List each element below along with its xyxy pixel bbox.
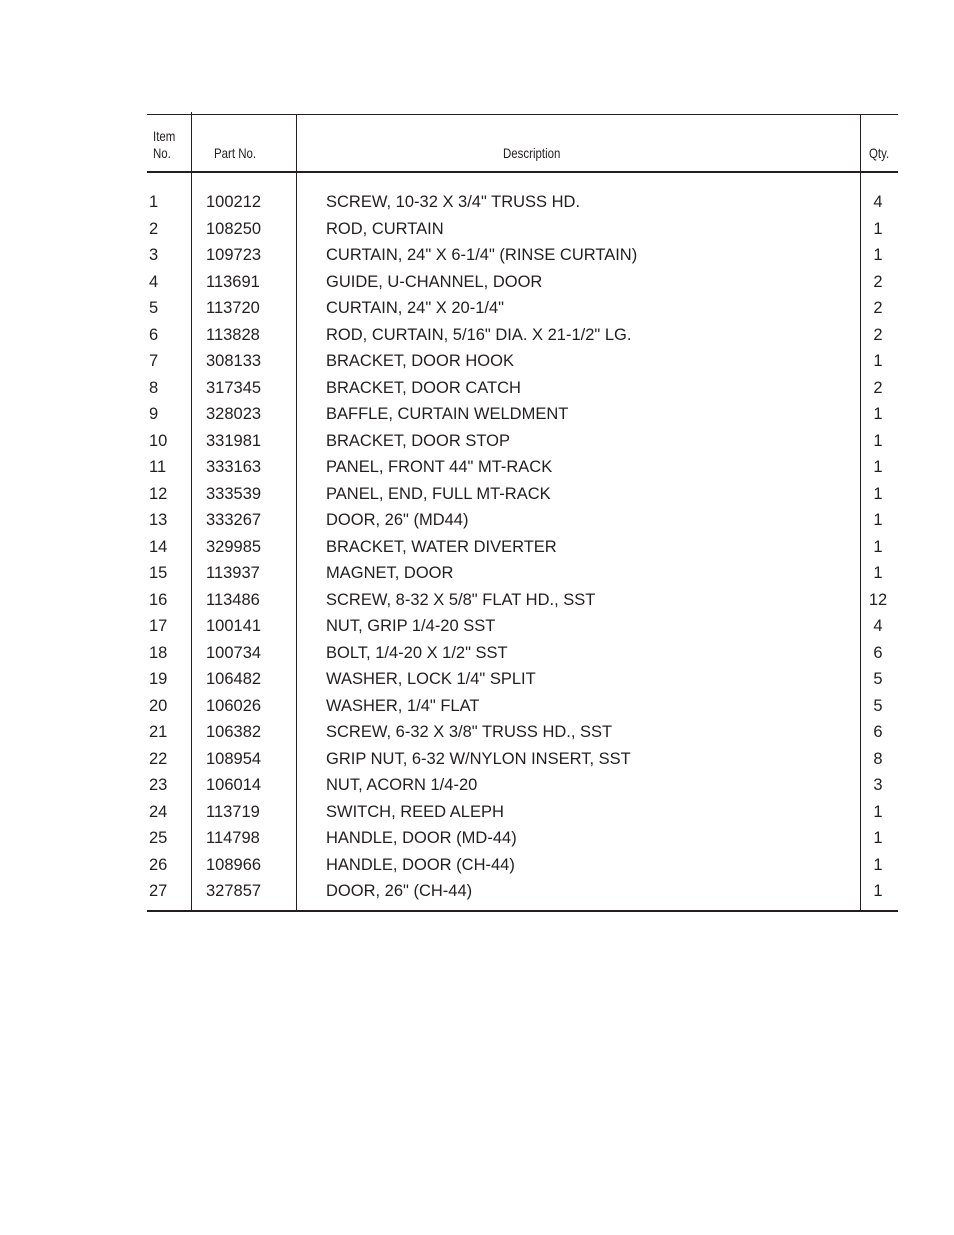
table-row: [147, 666, 898, 693]
qty-cell: 2: [873, 325, 883, 344]
qty-cell: 1: [873, 246, 883, 264]
item-no-cell: 23: [149, 776, 168, 794]
description-cell: SCREW, 10-32 X 3/4" TRUSS HD.: [326, 193, 581, 211]
item-no-cell: 11: [149, 458, 167, 476]
table-row: [147, 772, 898, 799]
item-no-cell: 6: [149, 325, 159, 344]
item-no-cell: 17: [149, 617, 168, 635]
part-no-cell: 113719: [206, 802, 260, 821]
description-cell: GUIDE, U-CHANNEL, DOOR: [326, 272, 543, 291]
table-row: [147, 507, 898, 534]
description-cell: WASHER, 1/4" FLAT: [326, 696, 480, 715]
description-cell: NUT, ACORN 1/4-20: [326, 776, 478, 794]
part-no-cell: 113720: [206, 299, 260, 317]
part-no-cell: 108250: [206, 219, 262, 238]
item-no-cell: 7: [149, 352, 159, 370]
item-no-cell: 1: [149, 193, 159, 211]
part-no-cell: 106482: [206, 670, 262, 688]
description-cell: MAGNET, DOOR: [326, 564, 454, 582]
header-item-line2: No.: [153, 145, 171, 161]
qty-cell: 12: [868, 590, 888, 609]
item-no-cell: 18: [149, 643, 168, 662]
part-no-cell: 333267: [206, 511, 262, 529]
item-no-cell: 13: [149, 511, 168, 529]
item-no-cell: 14: [149, 537, 168, 556]
description-cell: BOLT, 1/4-20 X 1/2" SST: [326, 643, 508, 662]
part-no-cell: 113828: [206, 325, 260, 344]
header-part-no: Part No.: [214, 145, 257, 161]
part-no-cell: 106026: [206, 696, 262, 715]
qty-cell: 5: [873, 696, 883, 715]
table-body: [147, 189, 898, 905]
part-no-cell: 113937: [206, 564, 260, 582]
description-cell: PANEL, FRONT 44" MT-RACK: [326, 458, 553, 476]
table-row: [147, 242, 898, 269]
qty-cell: 6: [873, 723, 883, 741]
part-no-cell: 114798: [206, 829, 260, 847]
description-cell: SCREW, 8-32 X 5/8" FLAT HD., SST: [326, 590, 596, 609]
item-no-cell: 26: [149, 855, 168, 874]
qty-cell: 1: [873, 564, 883, 582]
description-cell: BRACKET, WATER DIVERTER: [326, 537, 557, 556]
item-no-cell: 24: [149, 802, 168, 821]
qty-cell: 6: [873, 643, 883, 662]
description-cell: CURTAIN, 24" X 6-1/4" (RINSE CURTAIN): [326, 246, 638, 264]
qty-cell: 4: [873, 193, 883, 211]
description-cell: ROD, CURTAIN: [326, 219, 444, 238]
description-cell: DOOR, 26" (MD44): [326, 511, 469, 529]
table-row: [147, 401, 898, 428]
qty-cell: 1: [873, 537, 883, 556]
qty-cell: 1: [873, 829, 883, 847]
header-item-line1: Item: [153, 128, 176, 144]
description-cell: NUT, GRIP 1/4-20 SST: [326, 617, 496, 635]
description-cell: BRACKET, DOOR HOOK: [326, 352, 514, 370]
description-cell: BAFFLE, CURTAIN WELDMENT: [326, 405, 569, 423]
qty-cell: 1: [873, 431, 883, 450]
part-no-cell: 100734: [206, 643, 262, 662]
header-item-no: [153, 128, 175, 162]
qty-cell: 1: [873, 405, 883, 423]
qty-cell: 1: [873, 855, 883, 874]
description-cell: HANDLE, DOOR (MD-44): [326, 829, 517, 847]
part-no-cell: 113691: [206, 272, 260, 291]
qty-cell: 1: [873, 352, 883, 370]
part-no-cell: 317345: [206, 378, 262, 397]
qty-cell: 1: [873, 802, 883, 821]
part-no-cell: 109723: [206, 246, 262, 264]
table-row: [147, 322, 898, 349]
qty-cell: 1: [873, 219, 883, 238]
item-no-cell: 25: [149, 829, 168, 847]
table-row: [147, 587, 898, 614]
part-no-cell: 328023: [206, 405, 262, 423]
item-no-cell: 27: [149, 882, 168, 900]
part-no-cell: 333163: [206, 458, 262, 476]
table-row: [147, 560, 898, 587]
part-no-cell: 329985: [206, 537, 262, 556]
table-row: [147, 269, 898, 296]
table-row: [147, 295, 898, 322]
item-no-cell: 4: [149, 272, 159, 291]
description-cell: BRACKET, DOOR STOP: [326, 431, 510, 450]
header-description: Description: [503, 145, 561, 161]
description-cell: PANEL, END, FULL MT-RACK: [326, 484, 551, 503]
qty-cell: 2: [873, 378, 883, 397]
table-row: [147, 852, 898, 879]
item-no-cell: 21: [149, 723, 168, 741]
qty-cell: 2: [873, 272, 883, 291]
part-no-cell: 108954: [206, 749, 262, 768]
table-row: [147, 216, 898, 243]
item-no-cell: 20: [149, 696, 168, 715]
parts-table: [147, 114, 898, 912]
item-no-cell: 10: [149, 431, 168, 450]
item-no-cell: 8: [149, 378, 159, 397]
qty-cell: 5: [873, 670, 883, 688]
description-cell: SCREW, 6-32 X 3/8" TRUSS HD., SST: [326, 723, 613, 741]
table-row: [147, 746, 898, 773]
table-row: [147, 825, 898, 852]
part-no-cell: 327857: [206, 882, 262, 900]
part-no-cell: 106382: [206, 723, 262, 741]
table-row: [147, 640, 898, 667]
table-row: [147, 375, 898, 402]
table-row: [147, 613, 898, 640]
part-no-cell: 308133: [206, 352, 262, 370]
part-no-cell: 100212: [206, 193, 262, 211]
table-row: [147, 534, 898, 561]
qty-cell: 8: [873, 749, 883, 768]
table-row: [147, 693, 898, 720]
part-no-cell: 106014: [206, 776, 262, 794]
item-no-cell: 19: [149, 670, 168, 688]
description-cell: BRACKET, DOOR CATCH: [326, 378, 521, 397]
description-cell: CURTAIN, 24" X 20-1/4": [326, 299, 505, 317]
qty-cell: 2: [873, 299, 883, 317]
description-cell: GRIP NUT, 6-32 W/NYLON INSERT, SST: [326, 749, 631, 768]
item-no-cell: 22: [149, 749, 168, 768]
item-no-cell: 9: [149, 405, 159, 423]
table-row: [147, 799, 898, 826]
header-qty: Qty.: [869, 145, 890, 161]
table-row: [147, 878, 898, 905]
table-row: [147, 189, 898, 216]
part-no-cell: 333539: [206, 484, 262, 503]
qty-cell: 1: [873, 511, 883, 529]
item-no-cell: 16: [149, 590, 168, 609]
header-rule: [147, 171, 898, 173]
qty-cell: 3: [873, 776, 883, 794]
description-cell: HANDLE, DOOR (CH-44): [326, 855, 515, 874]
table-row: [147, 719, 898, 746]
qty-cell: 1: [873, 484, 883, 503]
description-cell: WASHER, LOCK 1/4" SPLIT: [326, 670, 536, 688]
part-no-cell: 113486: [206, 590, 260, 609]
item-no-cell: 2: [149, 219, 159, 238]
item-no-cell: 5: [149, 299, 159, 317]
table-row: [147, 348, 898, 375]
item-no-cell: 15: [149, 564, 168, 582]
description-cell: DOOR, 26" (CH-44): [326, 882, 473, 900]
item-no-cell: 12: [149, 484, 168, 503]
item-no-cell: 3: [149, 246, 159, 264]
part-no-cell: 108966: [206, 855, 262, 874]
qty-cell: 1: [873, 882, 883, 900]
table-row: [147, 428, 898, 455]
part-no-cell: 331981: [206, 431, 262, 450]
table-row: [147, 454, 898, 481]
qty-cell: 1: [873, 458, 883, 476]
description-cell: ROD, CURTAIN, 5/16" DIA. X 21-1/2" LG.: [326, 325, 632, 344]
qty-cell: 4: [873, 617, 883, 635]
part-no-cell: 100141: [206, 617, 262, 635]
table-row: [147, 481, 898, 508]
description-cell: SWITCH, REED ALEPH: [326, 802, 504, 821]
